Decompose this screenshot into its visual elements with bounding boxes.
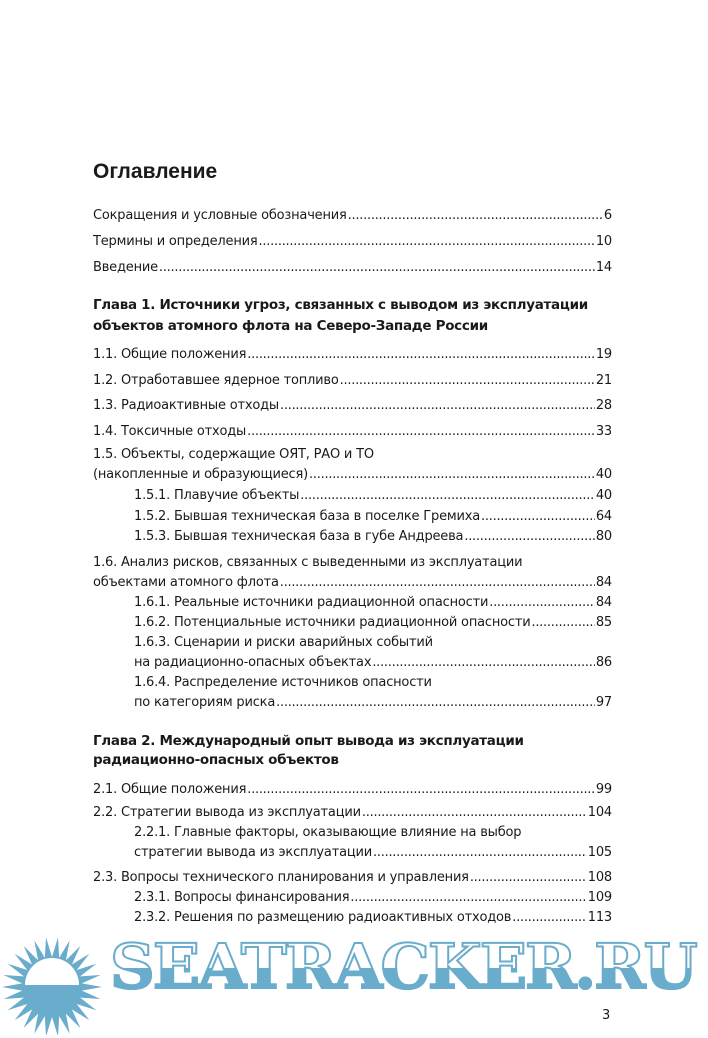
entry-title: объектами атомного флота	[93, 575, 279, 590]
entry-title: 1.5.2. Бывшая техническая база в поселке Гремиха	[134, 509, 480, 524]
entry-page: 99	[595, 782, 612, 797]
dot-leader	[531, 613, 594, 633]
dot-leader	[309, 465, 595, 485]
entry-title: по категориям риска	[134, 695, 276, 710]
toc-entry-title-line	[93, 553, 612, 573]
toc-entry[interactable]	[134, 843, 612, 863]
entry-title: Термины и определения	[93, 234, 258, 249]
chapter-2-heading-line2: радиационно-опасных объектов	[93, 752, 339, 768]
toc-entry-title-line	[134, 673, 612, 693]
dot-leader	[280, 396, 595, 416]
dot-leader	[247, 780, 595, 800]
dot-leader	[247, 345, 595, 365]
page-number: 3	[602, 1008, 611, 1023]
entry-title: 1.4. Токсичные отходы	[93, 424, 247, 439]
entry-title: 1.3. Радиоактивные отходы	[93, 398, 279, 413]
entry-page: 40	[595, 488, 612, 503]
entry-page: 10	[595, 234, 612, 249]
entry-title: 1.6.4. Распределение источников опасности	[134, 675, 432, 690]
entry-page: 19	[595, 347, 612, 362]
dot-leader	[340, 371, 595, 391]
toc-entry-title-line	[134, 823, 612, 843]
entry-page: 84	[595, 575, 612, 590]
toc-entry[interactable]	[134, 486, 612, 506]
entry-title: стратегии вывода из эксплуатации	[134, 845, 372, 860]
toc-entry[interactable]	[93, 371, 612, 391]
toc-entry[interactable]	[134, 507, 612, 527]
entry-page: 6	[603, 208, 612, 223]
entry-title: 1.5. Объекты, содержащие ОЯТ, РАО и ТО	[93, 447, 374, 462]
toc-entry[interactable]	[93, 258, 612, 278]
dot-leader	[159, 258, 595, 278]
entry-title: Введение	[93, 260, 158, 275]
page-title: Оглавление	[93, 160, 218, 183]
entry-title: 1.5.1. Плавучие объекты	[134, 488, 300, 503]
dot-leader	[247, 422, 595, 442]
entry-title: 2.1. Общие положения	[93, 782, 247, 797]
chapter-1-heading-line1: Глава 1. Источники угроз, связанных с выводом из эксплуатации	[93, 297, 588, 313]
entry-page: 105	[587, 845, 612, 860]
entry-page: 113	[587, 910, 612, 925]
toc-entry[interactable]	[134, 527, 612, 547]
entry-page: 64	[595, 509, 612, 524]
entry-page: 40	[595, 467, 612, 482]
entry-title: 1.5.3. Бывшая техническая база в губе Андреева	[134, 529, 464, 544]
toc-entry[interactable]	[93, 232, 612, 252]
sun-rays	[2, 937, 102, 1035]
entry-page: 28	[595, 398, 612, 413]
entry-page: 104	[587, 805, 612, 820]
entry-page: 86	[595, 655, 612, 670]
dot-leader	[464, 527, 595, 547]
entry-page: 21	[595, 373, 612, 388]
dot-leader	[350, 888, 586, 908]
entry-title: 1.6.3. Сценарии и риски аварийных событий	[134, 635, 433, 650]
toc-entry[interactable]	[93, 422, 612, 442]
dot-leader	[348, 206, 603, 226]
toc-entry[interactable]	[93, 206, 612, 226]
toc-entry[interactable]	[93, 868, 612, 888]
watermark-logo: SEATRACKER.RU	[110, 930, 696, 1003]
chapter-2-heading-line1: Глава 2. Международный опыт вывода из эксплуатации	[93, 733, 524, 749]
entry-page: 80	[595, 529, 612, 544]
entry-title: 2.3.1. Вопросы финансирования	[134, 890, 350, 905]
toc-entry-title-line	[93, 445, 612, 465]
entry-page: 108	[587, 870, 612, 885]
dot-leader	[276, 693, 595, 713]
entry-title: 2.3. Вопросы технического планирования и управления	[93, 870, 469, 885]
sun-icon	[0, 935, 108, 1035]
entry-title: Сокращения и условные обозначения	[93, 208, 347, 223]
toc-entry[interactable]	[134, 613, 612, 633]
dot-leader	[259, 232, 595, 252]
dot-leader	[512, 908, 587, 928]
entry-page: 97	[595, 695, 612, 710]
entry-title: 2.3.2. Решения по размещению радиоактивных отходов	[134, 910, 512, 925]
dot-leader	[373, 843, 587, 863]
toc-entry[interactable]	[93, 396, 612, 416]
toc-entry[interactable]	[134, 888, 612, 908]
dot-leader	[489, 593, 595, 613]
toc-entry[interactable]	[134, 693, 612, 713]
entry-page: 85	[595, 615, 612, 630]
entry-title: на радиационно-опасных объектах	[134, 655, 372, 670]
toc-entry[interactable]	[134, 593, 612, 613]
toc-entry[interactable]	[93, 465, 612, 485]
entry-title: 1.1. Общие положения	[93, 347, 247, 362]
toc-entry[interactable]	[93, 573, 612, 593]
toc-entry-title-line	[134, 633, 612, 653]
entry-title: 1.6.1. Реальные источники радиационной опасности	[134, 595, 489, 610]
entry-page: 14	[595, 260, 612, 275]
entry-title: 1.6.2. Потенциальные источники радиационной опасности	[134, 615, 531, 630]
dot-leader	[300, 486, 595, 506]
dot-leader	[481, 507, 595, 527]
dot-leader	[470, 868, 587, 888]
entry-title: 1.2. Отработавшее ядерное топливо	[93, 373, 339, 388]
entry-title: (накопленные и образующиеся)	[93, 467, 308, 482]
dot-leader	[372, 653, 595, 673]
toc-entry[interactable]	[134, 908, 612, 928]
dot-leader	[362, 803, 587, 823]
entry-page: 84	[595, 595, 612, 610]
entry-page: 33	[595, 424, 612, 439]
dot-leader	[280, 573, 595, 593]
toc-entry[interactable]	[93, 803, 612, 823]
toc-entry[interactable]	[93, 345, 612, 365]
chapter-1-heading-line2: объектов атомного флота на Северо-Западе России	[93, 318, 488, 334]
entry-title: 2.2. Стратегии вывода из эксплуатации	[93, 805, 361, 820]
entry-page: 109	[587, 890, 612, 905]
toc-entry[interactable]	[134, 653, 612, 673]
toc-entry[interactable]	[93, 780, 612, 800]
entry-title: 1.6. Анализ рисков, связанных с выведенными из эксплуатации	[93, 555, 523, 570]
entry-title: 2.2.1. Главные факторы, оказывающие влияние на выбор	[134, 825, 522, 840]
